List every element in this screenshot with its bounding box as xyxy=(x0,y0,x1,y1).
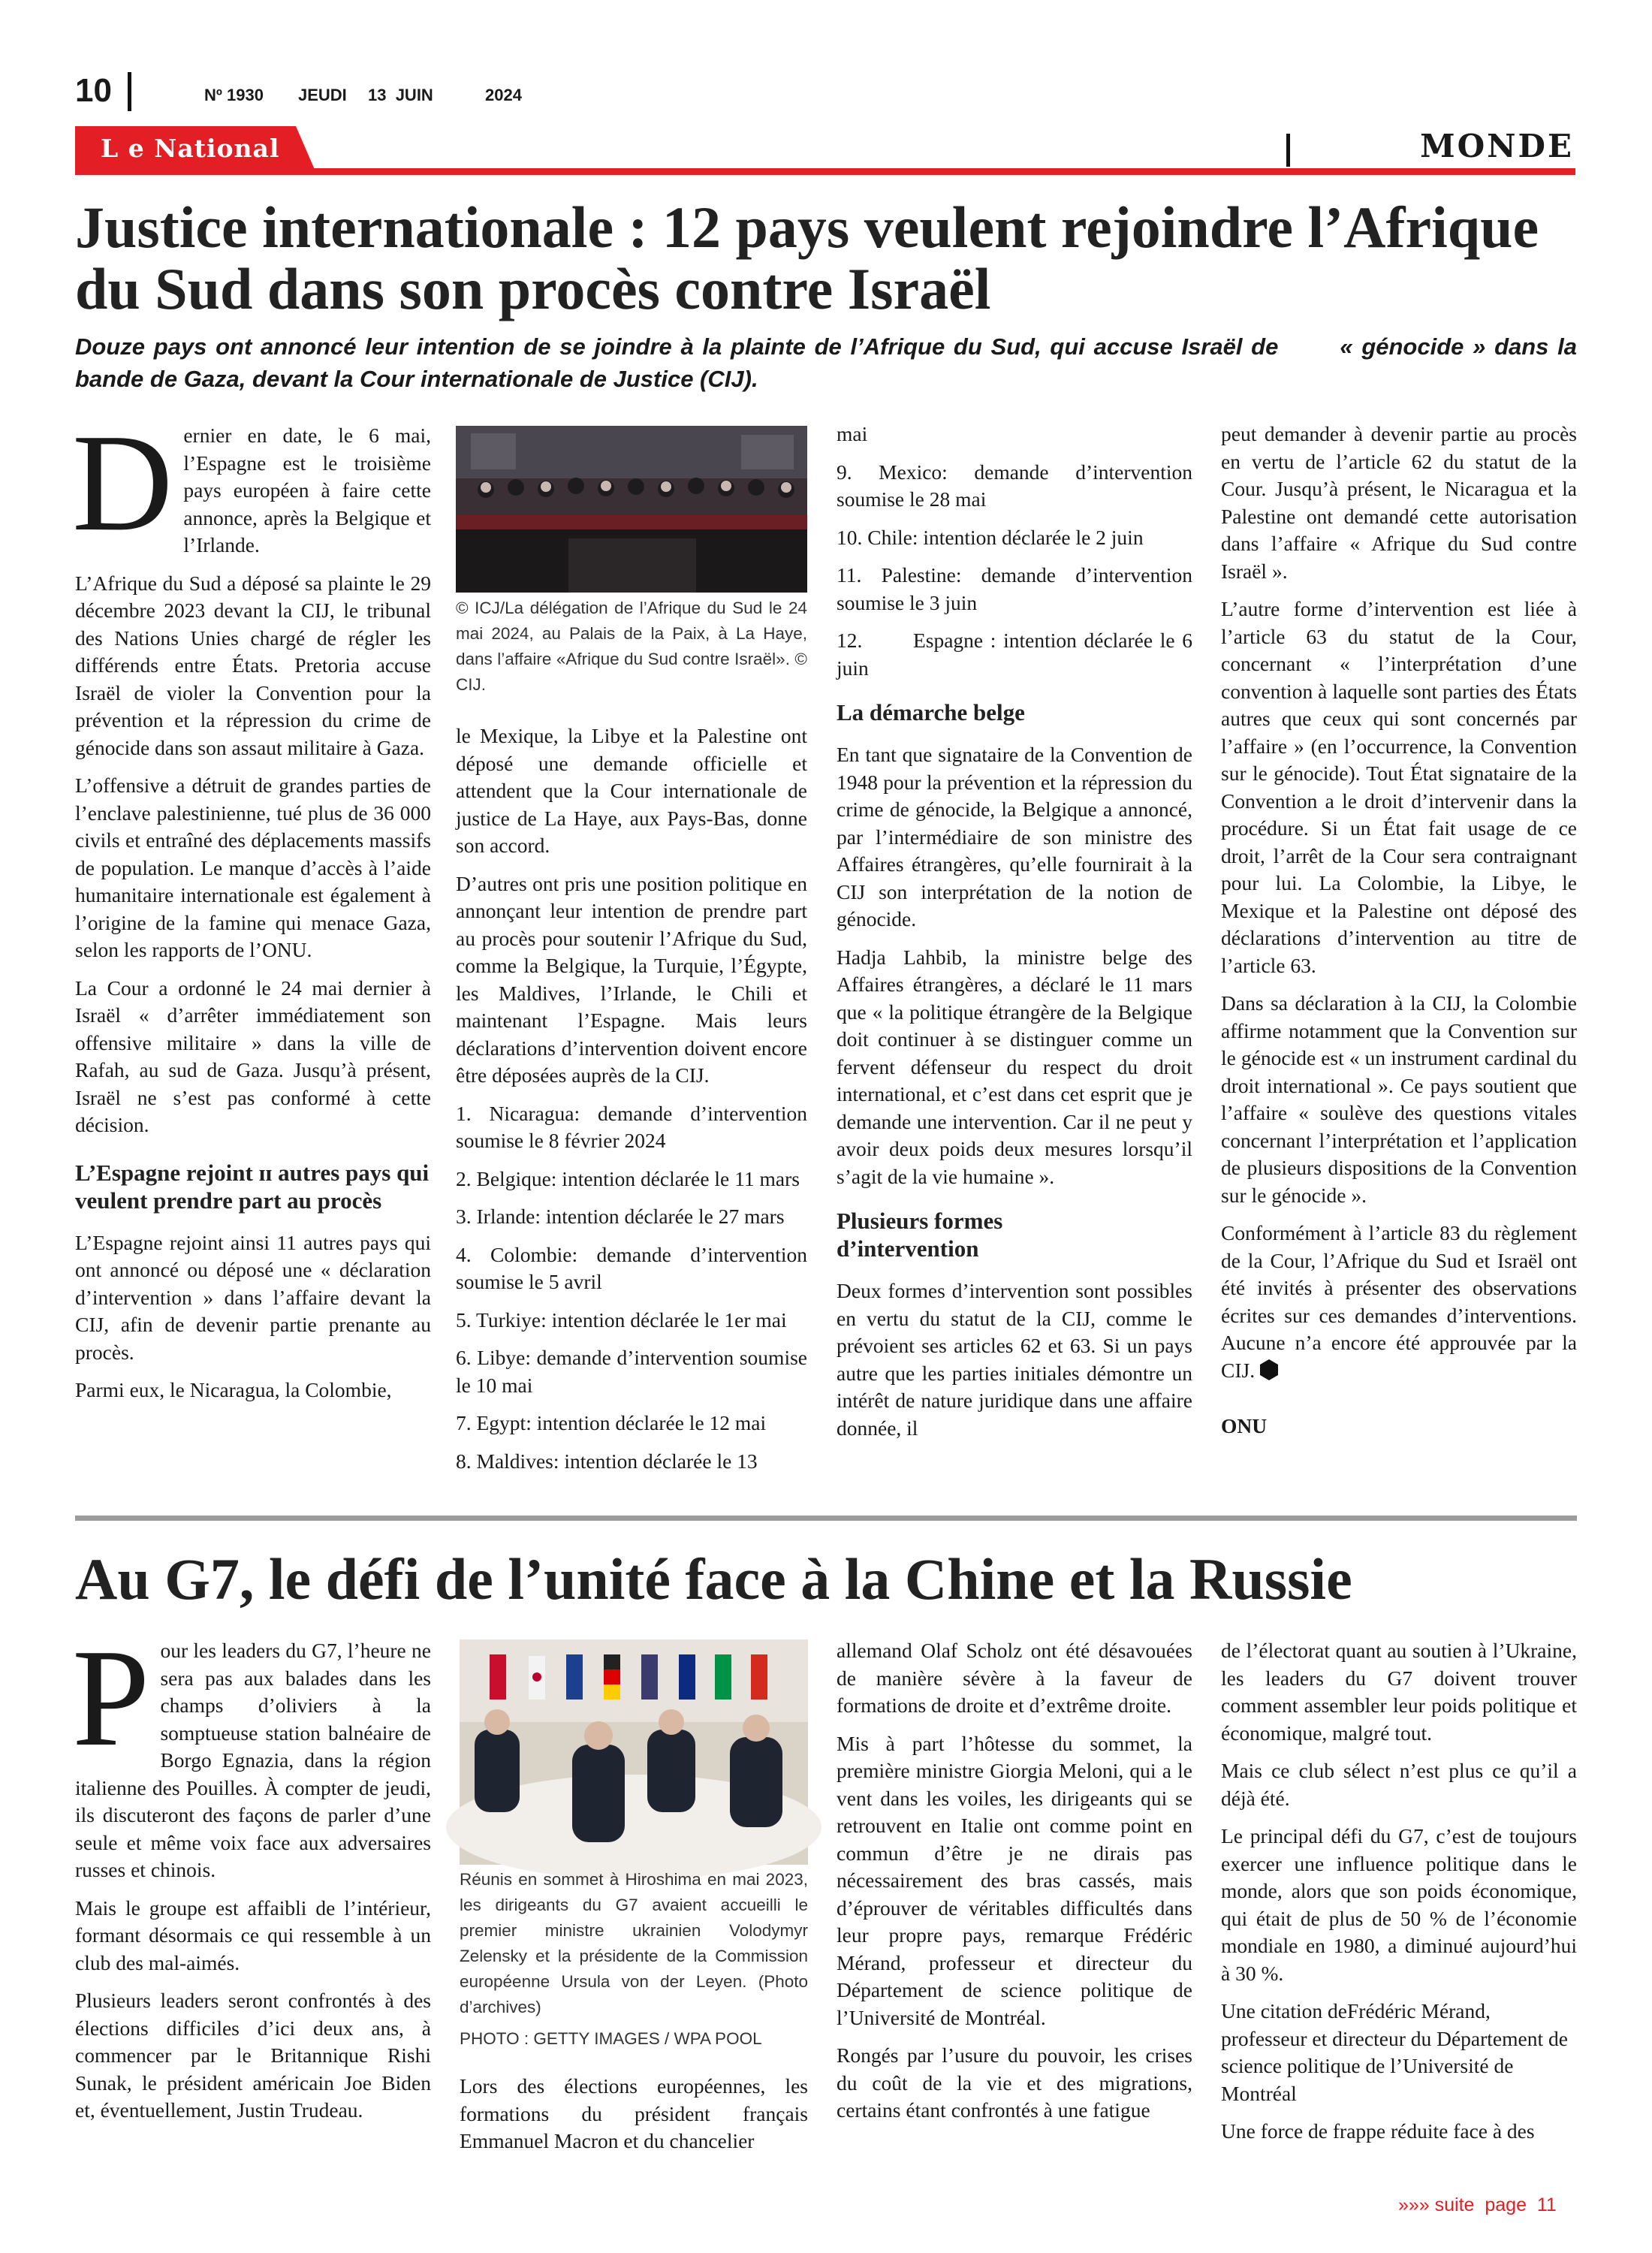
article2-quote-attribution: Une citation deFrédéric Mérand, professeur et directeur du Département de science politique de l’Université de Montréal xyxy=(1221,1999,1568,2105)
article1-subhead-belgium: La démarche belge xyxy=(837,699,1025,725)
article1-paragraph: L’Espagne rejoint ainsi 11 autres pays qui ont annoncé ou déposé une « déclaration d’intervention » dans l’affaire devant la CIJ, afin de devenir partie prenante au procès. xyxy=(75,1230,431,1364)
article2-column-1 xyxy=(72,1621,431,2178)
section-divider xyxy=(1286,134,1290,167)
article1-column-1 xyxy=(72,406,431,1496)
article1-deck: Douze pays ont annoncé leur intention de se joindre à la plainte de l’Afrique du Sud, qui accuse Israël de « génocide » dans la bande de Gaza, devant la Cour internationale de Justice (CIJ). xyxy=(75,333,1584,392)
article2-paragraph: Mais le groupe est affaibli de l’intérieur, formant désormais ce qui ressemble à un club des mal-aimés. xyxy=(75,1896,431,1974)
article1-column-3 xyxy=(837,421,1198,1496)
article2-column-4 xyxy=(1221,1637,1577,2178)
article1-paragraph: La Cour a ordonné le 24 mai dernier à Israël « d’arrêter immédiatement son offensive militaire » dans la ville de Rafah, au sud de Gaza. Jusqu’à présent, Israël ne s’est pas conformé à cette décision. xyxy=(75,976,431,1136)
article2-photo-caption: Réunis en sommet à Hiroshima en mai 2023, les dirigeants du G7 avaient accueilli le premier ministre ukrainien Volodymyr Zelensky et la présidente de la Commission européenne Ursula von der Leyen. (Photo d’archives) xyxy=(460,1870,808,2016)
article2-column-2 xyxy=(460,2073,808,2178)
article2-lead: our les leaders du G7, l’heure ne sera pas aux balades dans les champs d’oliviers à la somptueuse station balnéaire de Borgo Egnazia, dans la région italienne des Pouilles. À compter de jeudi, ils discuteront des façons de parler d’une seule et même voix face aux adversaires russes et chinois. xyxy=(75,1639,431,1881)
article1-list-item: 5. Turkiye: intention déclarée le 1er mai xyxy=(456,1307,787,1332)
article2-dropcap: P xyxy=(72,1621,150,1775)
article1-headline: Justice internationale : 12 pays veulent rejoindre l’Afrique du Sud dans son procès contre Israël xyxy=(75,195,1539,321)
article1-list-item: 7. Egypt: intention déclarée le 12 mai xyxy=(456,1411,767,1434)
article1-paragraph: L’offensive a détruit de grandes parties de l’enclave palestinienne, tué plus de 36 000 civils et entraîné des déplacements massifs de population. Le manque d’accès à l’aide humanitaire internationale est également à l’origine de la famine qui menace Gaza, selon les rapports de l’ONU. xyxy=(75,774,431,961)
article1-list-item: mai xyxy=(837,422,868,445)
article1-paragraph-final: Conformément à l’article 83 du règlement de la Cour, l’Afrique du Sud et Israël ont été invités à présenter des observations écrites sur ces demandes d’interventions. Aucune n’a encore été approuvée par la CIJ. xyxy=(1221,1221,1577,1382)
article1-subhead-intervention: Plusieurs formes d’intervention xyxy=(837,1208,1003,1262)
page-number-divider xyxy=(128,72,131,111)
article2-paragraph: de l’électorat quant au soutien à l’Ukraine, les leaders du G7 doivent trouver comment assembler leur poids politique et économique, malgré tout. xyxy=(1221,1639,1577,1745)
page-number: 10 xyxy=(75,72,112,109)
article1-list-item: 4. Colombie: demande d’intervention soumise le 5 avril xyxy=(456,1242,807,1293)
brand-name: L e National xyxy=(101,134,280,163)
article-divider xyxy=(75,1516,1577,1521)
article1-signature: ONU xyxy=(1221,1414,1268,1437)
article2-paragraph: allemand Olaf Scholz ont été désavouées de manière sévère à la faveur de formations de droite et d’extrême droite. xyxy=(837,1639,1192,1717)
article2-paragraph: Mis à part l’hôtesse du sommet, la première ministre Giorgia Meloni, qui a le vent dans les voiles, les dirigeants qui se retrouvent en Italie ont comme point en commun d’être je ne dirais pas nécessairement des bras cassés, mais d’éprouver de véritables difficultés dans leur propre pays, remarque Frédéric Mérand, professeur et directeur du Département de science politique de l’Université de Montréal. xyxy=(837,1731,1192,2029)
article2-column-3 xyxy=(837,1637,1192,2185)
article2-paragraph: Mais ce club sélect n’est plus ce qu’il a déjà été. xyxy=(1221,1759,1577,1810)
article1-photo-icj-courtroom xyxy=(456,426,807,593)
article1-list-item: 1. Nicaragua: demande d’intervention soumise le 8 février 2024 xyxy=(456,1101,807,1152)
end-of-article-icon xyxy=(1258,1359,1280,1381)
issue-number: Nº 1930 xyxy=(204,86,264,104)
article1-paragraph: Deux formes d’intervention sont possibles en vertu du statut de la CIJ, comme le prévoient ses articles 62 et 63. Si un pays autre que les parties initiales démontre un intérêt de nature juridique dans une affaire donnée, il xyxy=(837,1279,1192,1440)
article1-paragraph: le Mexique, la Libye et la Palestine ont déposé une demande officielle et attendent que la Cour internationale de justice de La Haye, aux Pays-Bas, donne son accord. xyxy=(456,724,807,857)
article1-photo-caption: © ICJ/La délégation de l’Afrique du Sud le 24 mai 2024, au Palais de la Paix, à La Haye, dans l’affaire «Afrique du Sud contre Israël». © CIJ. xyxy=(456,599,807,694)
article1-list-item: 2. Belgique: intention déclarée le 11 mars xyxy=(456,1166,800,1190)
article1-dropcap: D xyxy=(72,406,173,560)
section-name: MONDE xyxy=(1420,128,1574,164)
article1-column-2 xyxy=(456,722,807,1496)
article1-list-item: 8. Maldives: intention déclarée le 13 xyxy=(456,1449,758,1473)
issue-day: JEUDI xyxy=(298,86,347,104)
article1-column-4 xyxy=(1221,421,1577,1496)
article2-headline: Au G7, le défi de l’unité face à la Chine et la Russie xyxy=(75,1546,1352,1612)
article2-paragraph: Une force de frappe réduite face à des xyxy=(1221,2119,1535,2143)
article1-paragraph: En tant que signataire de la Convention de 1948 pour la prévention et la répression du crime de génocide, la Belgique a annoncé, par l’intermédiaire de son ministre des Affaires étrangères, qu’elle fournirait à la CIJ son interprétation de la notion de génocide. xyxy=(837,743,1192,930)
article1-list-item: 3. Irlande: intention déclarée le 27 mars xyxy=(456,1205,785,1228)
article1-paragraph: Hadja Lahbib, la ministre belge des Affaires étrangères, a déclaré le 11 mars que « la politique étrangère de la Belgique doit continuer à se distinguer comme un fervent défenseur du respect du droit international, et c’est dans cet esprit que je demande une intervention. Car il ne peut y avoir deux poids deux mesures lorsqu’il s’agit de la vie humaine ». xyxy=(837,945,1192,1188)
article1-paragraph: Dans sa déclaration à la CIJ, la Colombie affirme notamment que la Convention sur le génocide est « un instrument cardinal du droit international ». Ce pays soutient que l’affaire « soulève des questions vitales concernant l’interprétation et l’application de plusieurs dispositions de la Convention sur le génocide ». xyxy=(1221,991,1577,1207)
article1-paragraph: Parmi eux, le Nicaragua, la Colombie, xyxy=(75,1378,392,1401)
article2-paragraph: Rongés par l’usure du pouvoir, les crises du coût de la vie et des migrations, certains étant confrontés à une fatigue xyxy=(837,2043,1192,2122)
article2-photo-g7-leaders xyxy=(460,1639,808,1865)
article1-lead: ernier en date, le 6 mai, l’Espagne est le troisième pays européen à faire cette annonce, après la Belgique et l’Irlande. xyxy=(183,424,431,556)
article1-paragraph: L’autre forme d’intervention est liée à l’article 63 du statut de la Cour, concernant « l’interprétation d’une convention à laquelle sont parties des États autres que ceux qui sont concernés par l’affaire » (en l’occurrence, la Convention sur le génocide). Tout État signataire de la Convention a le droit d’intervenir dans la procédure. Si un État fait usage de ce droit, l’arrêt de la Cour sera contraignant pour lui. La Colombie, la Libye, le Mexique et la Palestine ont déposé des déclarations d’intervention au titre de l’article 63. xyxy=(1221,597,1577,977)
article1-list-item: 9. Mexico: demande d’intervention soumise le 28 mai xyxy=(837,460,1192,511)
article1-list-item: 11. Palestine: demande d’intervention soumise le 3 juin xyxy=(837,563,1192,614)
article2-paragraph: Plusieurs leaders seront confrontés à des élections difficiles d’ici deux ans, à commencer par le Britannique Rishi Sunak, le président américain Joe Biden et, éventuellement, Justin Trudeau. xyxy=(75,1989,431,2122)
article2-paragraph: Le principal défi du G7, c’est de toujours exercer une influence politique dans le monde, alors que son poids économique, qui était de plus de 50 % de l’économie mondiale en 1980, a diminué aujourd’hui à 30 %. xyxy=(1221,1824,1577,1985)
issue-year: 2024 xyxy=(485,86,522,104)
article2-paragraph: Lors des élections européennes, les formations du président français Emmanuel Macron et du chancelier xyxy=(460,2074,808,2152)
article1-list-item: 12. Espagne : intention déclarée le 6 juin xyxy=(837,629,1198,680)
issue-date: 13 JUIN xyxy=(368,86,433,104)
article2-photo-credit: PHOTO : GETTY IMAGES / WPA POOL xyxy=(460,2029,762,2048)
article1-list-item: 10. Chile: intention déclarée le 2 juin xyxy=(837,525,1144,549)
article1-subhead-spain: L’Espagne rejoint ɪɪ autres pays qui veulent prendre part au procès xyxy=(75,1159,430,1214)
article1-list-item: 6. Libye: demande d’intervention soumise le 10 mai xyxy=(456,1346,807,1397)
continued-on-page-link[interactable]: »»» suite page 11 xyxy=(1398,2194,1557,2215)
header-red-rule xyxy=(75,168,1575,175)
article1-paragraph: peut demander à devenir partie au procès en vertu de l’article 62 du statut de la Cour. Jusqu’à présent, le Nicaragua et la Palestine ont demandé cette autorisation dans l’affaire « Afrique du Sud contre Israël ». xyxy=(1221,422,1577,583)
article1-paragraph: L’Afrique du Sud a déposé sa plainte le 29 décembre 2023 devant la CIJ, le tribunal des Nations Unies chargé de régler les différends entre États. Pretoria accuse Israël de violer la Convention pour la prévention et la répression du crime de génocide dans son assaut militaire à Gaza. xyxy=(75,571,431,759)
article1-paragraph: D’autres ont pris une position politique en annonçant leur intention de prendre part au procès pour soutenir l’Afrique du Sud, comme la Belgique, la Turquie, l’Égypte, les Maldives, l’Irlande, le Chili et maintenant l’Espagne. Mais leurs déclarations d’intervention doivent encore être déposées auprès de la CIJ. xyxy=(456,871,807,1087)
